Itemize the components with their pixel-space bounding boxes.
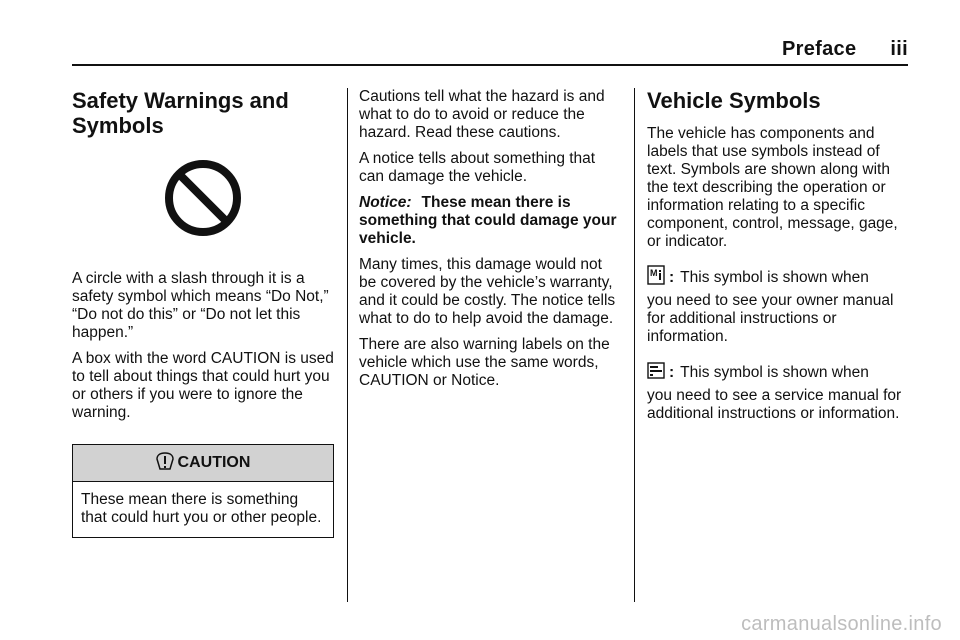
- caution-header: [73, 445, 333, 482]
- owner-manual-icon: [647, 265, 665, 290]
- section-heading: Vehicle Symbols: [647, 88, 821, 113]
- paragraph: A circle with a slash through it is a safety symbol which means “Do Not,” “Do not do this” or “Do not let this happen.”: [72, 270, 329, 341]
- symbol-description: you need to see a service manual for additional instructions or information.: [647, 387, 902, 422]
- column-safety-warnings: [72, 88, 334, 538]
- symbol-lead-text: This symbol is shown when: [680, 269, 869, 286]
- header-text: [782, 38, 908, 61]
- service-manual-icon: [647, 360, 665, 385]
- paragraph: A notice tells about something that can damage the vehicle.: [359, 150, 596, 185]
- page-header: [72, 38, 908, 66]
- notice-paragraph: [359, 194, 621, 248]
- column-divider: [347, 88, 348, 602]
- paragraph: There are also warning labels on the vehicle which use the same words, CAUTION or Notice.: [359, 336, 610, 389]
- page-number: iii: [890, 38, 908, 60]
- section-heading: Safety Warnings and Symbols: [72, 88, 289, 138]
- owner-manual-symbol-note: [647, 265, 913, 346]
- notice-text: These mean there is something that could damage your vehicle.: [359, 194, 617, 247]
- column-cautions-notices: [359, 88, 621, 398]
- prohibition-icon: [163, 158, 243, 238]
- symbol-description: you need to see your owner manual for additional instructions or information.: [647, 292, 894, 345]
- section-title: Preface: [782, 38, 857, 60]
- symbol-colon: :: [669, 364, 675, 381]
- paragraph: The vehicle has components and labels that use symbols instead of text. Symbols are shown along with the text describing the operation or information relating to a specific component, control, message, gage, or indicator.: [647, 125, 898, 250]
- notice-label: Notice:: [359, 194, 412, 211]
- paragraph: A box with the word CAUTION is used to tell about things that could hurt you or others if you were to ignore the warning.: [72, 350, 334, 421]
- paragraph: Many times, this damage would not be covered by the vehicle’s warranty, and it could be costly. The notice tells what to do to help avoid the damage.: [359, 256, 616, 327]
- watermark: carmanualsonline.info: [741, 613, 942, 635]
- column-divider: [634, 88, 635, 602]
- column-vehicle-symbols: [647, 88, 913, 423]
- caution-title: CAUTION: [177, 454, 251, 471]
- caution-box: [72, 444, 334, 538]
- svg-text:M: M: [650, 268, 658, 278]
- caution-body: These mean there is something that could hurt you or other people.: [81, 491, 322, 526]
- warning-icon: [156, 452, 174, 474]
- service-manual-symbol-note: [647, 360, 913, 423]
- symbol-lead-text: This symbol is shown when: [680, 364, 869, 381]
- symbol-colon: :: [669, 269, 675, 286]
- paragraph: Cautions tell what the hazard is and what to do to avoid or reduce the hazard. Read these cautions.: [359, 88, 605, 141]
